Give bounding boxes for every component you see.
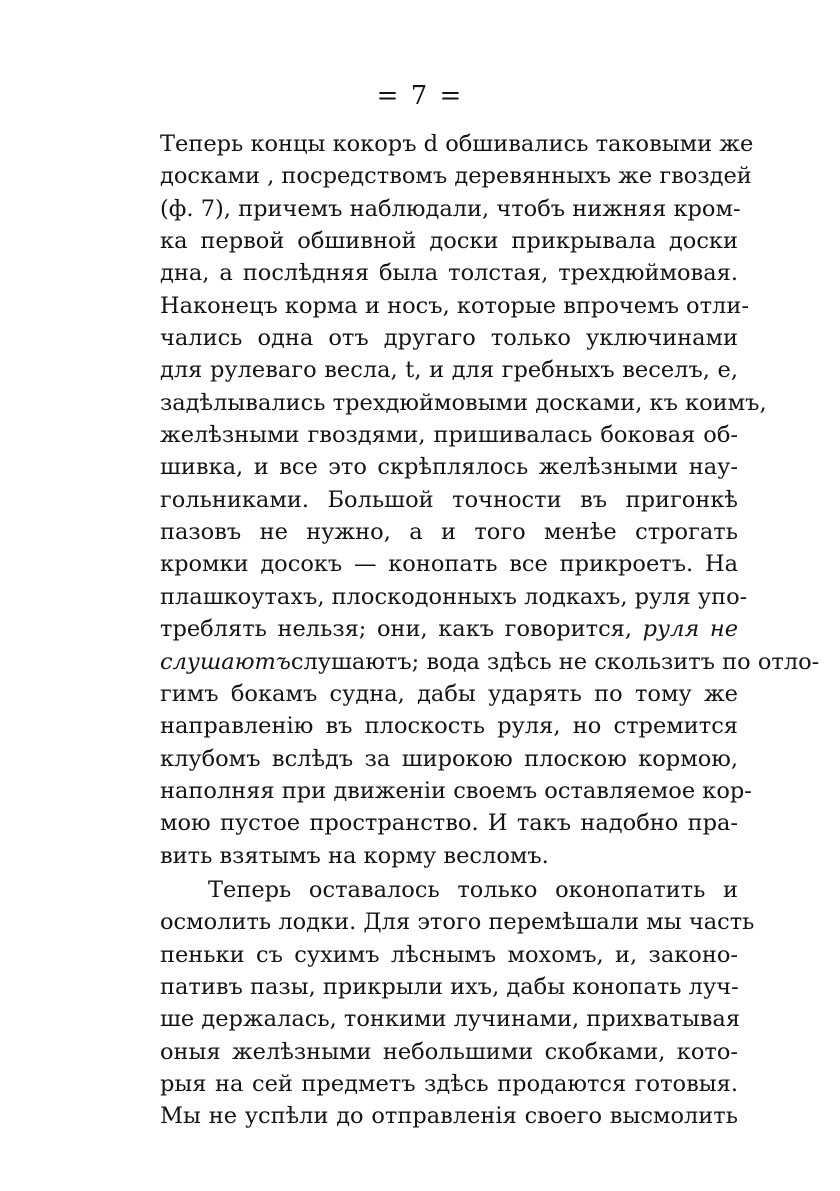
text-line: шивка, и все это скрѣплялось желѣзными нау- — [160, 454, 738, 481]
text-line-with-italic — [160, 646, 820, 678]
text-line: дна, а послѣдняя была толстая, трехдюймовая. — [160, 260, 738, 287]
text-line: осмолить лодки. Для этого перемѣшали мы часть — [160, 909, 755, 936]
italic-phrase: руля не — [642, 616, 739, 643]
text-line: рыя на сей предметъ здѣсь продаются готовыя. — [160, 1070, 738, 1097]
text-line: для рулеваго весла, t, и для гребныхъ веселъ, e, — [160, 357, 738, 384]
text-fragment: треблять нельзя; они, какъ говорится, — [160, 616, 633, 643]
text-line: плашкоутахъ, плоскодонныхъ лодкахъ, руля упо- — [160, 583, 748, 610]
text-line: кромки досокъ — конопать все прикроетъ. На — [160, 551, 738, 578]
text-line: (ф. 7), причемъ наблюдали, чтобъ нижняя кром- — [160, 195, 741, 222]
text-line: Теперь оставалось только оконопатить и — [208, 876, 738, 903]
text-line: желѣзными гвоздями, пришивалась боковая об- — [160, 422, 738, 449]
text-line-with-italic — [160, 613, 738, 645]
text-line: Наконецъ корма и носъ, которые впрочемъ отли- — [160, 292, 749, 319]
text-line: гольниками. Большой точности въ пригонкѣ — [160, 486, 738, 513]
text-line: направленію въ плоскость руля, но стремится — [160, 713, 738, 740]
text-line: вить взятымъ на корму весломъ. — [160, 842, 549, 869]
text-line: ше держалась, тонкими лучинами, прихватывая — [160, 1006, 741, 1033]
text-line: пативъ пазы, прикрыли ихъ, дабы конопать луч- — [160, 973, 739, 1000]
text-line: мою пустое пространство. И такъ надобно пра- — [160, 810, 738, 837]
text-line: досками , посредствомъ деревянныхъ же гвоздей — [160, 163, 752, 190]
text-line: наполняя при движеніи своемъ оставляемое кор- — [160, 777, 752, 804]
text-line: Мы не успѣли до отправленія своего высмолить — [160, 1103, 738, 1130]
text-line: задѣлывались трехдюймовыми досками, къ коимъ, — [160, 389, 767, 416]
body-text — [160, 128, 820, 1133]
text-line: Теперь концы кокоръ d обшивались таковыми же — [160, 131, 754, 157]
italic-phrase: слушаютъ — [160, 648, 291, 675]
text-line: ка первой обшивной доски прикрывала доски — [160, 228, 738, 255]
text-line: пазовъ не нужно, а и того менѣе строгать — [160, 519, 738, 546]
page-number: = 7 = — [376, 81, 464, 111]
text-fragment: слушаютъ; вода здѣсь не скользитъ по отло- — [290, 648, 820, 675]
text-line: гимъ бокамъ судна, дабы ударять по тому же — [160, 680, 738, 707]
text-line: пеньки съ сухимъ лѣснымъ мохомъ, и, законо- — [160, 941, 738, 968]
text-line: клубомъ вслѣдъ за широкою плоскою кормою, — [160, 745, 738, 772]
text-line: чались одна отъ другаго только уключинами — [160, 325, 738, 352]
text-line: оныя желѣзными небольшими скобками, кото- — [160, 1038, 738, 1065]
